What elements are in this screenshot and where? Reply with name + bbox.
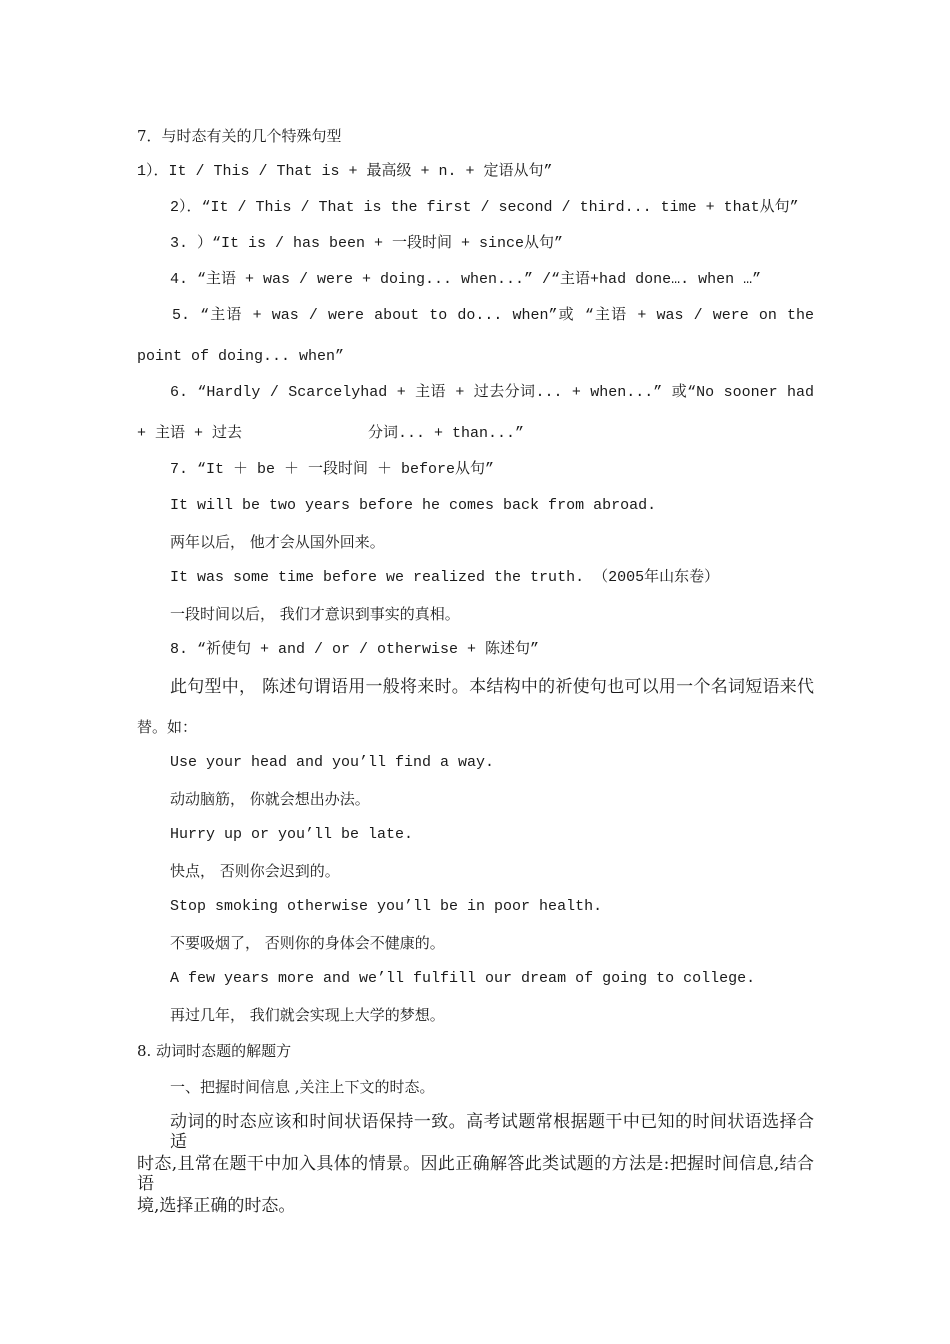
example-sentence-en: Hurry up or you’ll be late. — [170, 826, 414, 843]
example-sentence-zh: 两年以后， 他才会从国外回来。 — [170, 533, 385, 551]
pattern-6-line1: 6. “Hardly / Scarcelyhad + 主语 + 过去分词... + when...” 或“No sooner had — [170, 384, 814, 401]
pattern-7: 7. “It ＋ be ＋ 一段时间 ＋ before从句” — [170, 461, 495, 478]
pattern-1: 1）．It / This / That is + 最高级 + n. + 定语从句” — [137, 163, 553, 180]
pattern-6-line2: + 主语 + 过去 分词... + than...” — [137, 425, 525, 442]
section-8-body-line1: 动词的时态应该和时间状语保持一致。高考试题常根据题干中已知的时间状语选择合适 — [170, 1112, 814, 1152]
example-sentence-en: Use your head and you’ll find a way. — [170, 754, 495, 771]
section-8-body-line3: 境,选择正确的时态。 — [137, 1196, 296, 1216]
pattern-4: 4. “主语 + was / were + doing... when...” /“主语+had done…. when …” — [170, 271, 762, 288]
pattern-3: 3. ）“It is / has been + 一段时间 + since从句” — [170, 235, 564, 252]
example-sentence-en: A few years more and we’ll fulfill our dream of going to college. — [170, 970, 756, 987]
example-sentence-zh: 不要吸烟了， 否则你的身体会不健康的。 — [170, 934, 445, 952]
example-sentence-en: It was some time before we realized the truth. （2005年山东卷） — [170, 569, 720, 586]
section-8-subheading: 一、把握时间信息 ,关注上下文的时态。 — [170, 1078, 435, 1096]
pattern-8-description-line1: 此句型中， 陈述句谓语用一般将来时。本结构中的祈使句也可以用一个名词短语来代 — [170, 677, 814, 697]
pattern-5-line1: 5. “主语 + was / were about to do... when”或 “主语 + was / were on the — [172, 307, 814, 324]
pattern-5-line2: point of doing... when” — [137, 348, 345, 365]
example-sentence-zh: 再过几年， 我们就会实现上大学的梦想。 — [170, 1006, 445, 1024]
pattern-8-description-line2: 替。如： — [137, 718, 198, 736]
section-7-heading: 7．与时态有关的几个特殊句型 — [137, 127, 342, 145]
section-8-body-line2: 时态,且常在题干中加入具体的情景。因此正确解答此类试题的方法是:把握时间信息,结合语 — [137, 1154, 814, 1194]
pattern-8: 8. “祈使句 + and / or / otherwise + 陈述句” — [170, 641, 540, 658]
example-sentence-zh: 一段时间以后， 我们才意识到事实的真相。 — [170, 605, 460, 623]
example-sentence-en: It will be two years before he comes back from abroad. — [170, 497, 657, 514]
example-sentence-en: Stop smoking otherwise you’ll be in poor health. — [170, 898, 603, 915]
example-sentence-zh: 动动脑筋， 你就会想出办法。 — [170, 790, 370, 808]
example-sentence-zh: 快点， 否则你会迟到的。 — [170, 862, 340, 880]
section-8-heading: 8. 动词时态题的解题方 — [137, 1042, 292, 1060]
pattern-2: 2）．“It / This / That is the first / second / third... time + that从句” — [170, 199, 799, 216]
